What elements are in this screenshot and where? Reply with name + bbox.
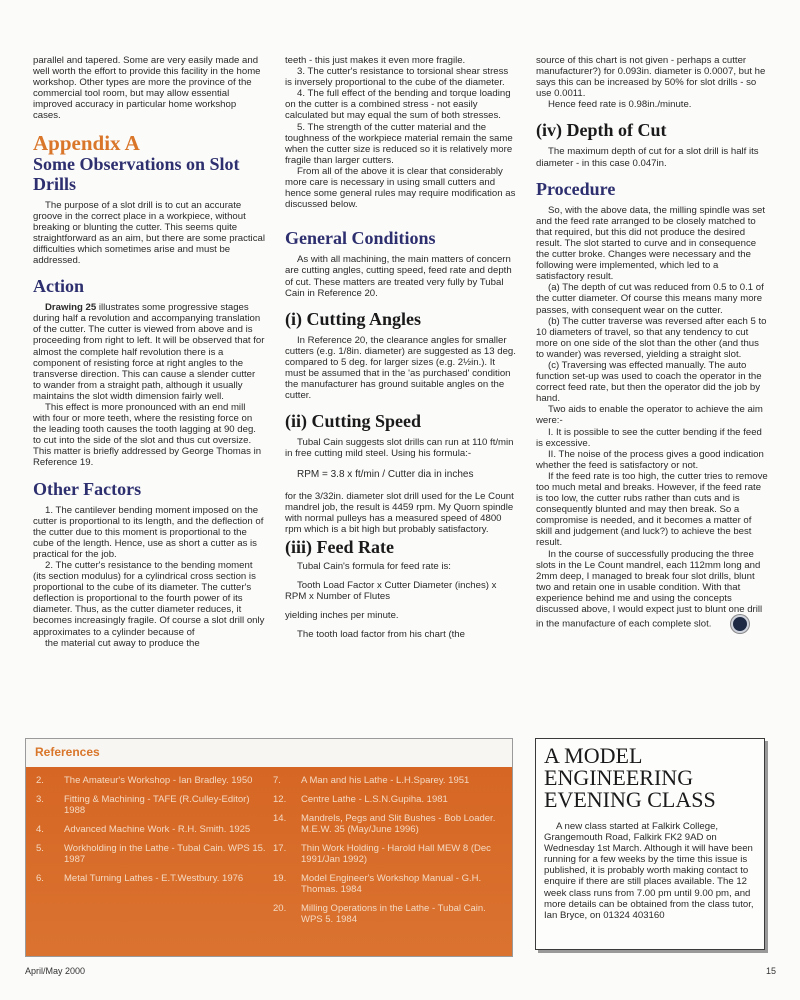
procedure-item-c: (c) Traversing was effected manually. The auto function set-up was used to coach the operator in the correct feed rate, but then the operator did the job by hand.: [536, 359, 762, 405]
references-list: [26, 767, 512, 956]
reference-item: 2. The Amateur's Workshop - Ian Bradley. 1950: [36, 775, 253, 786]
feed-rate-paragraph-2: yielding inches per minute.: [285, 610, 399, 622]
issue-date: April/May 2000: [25, 966, 86, 976]
general-conditions-paragraph: As with all machining, the main matters of concern are cutting angles, cutting speed, feed rate and depth of cut. These matters are treated very fully by Tubal Cain in Reference 20.: [285, 254, 512, 299]
aids-intro: Two aids to enable the operator to achieve the aim were:-: [536, 404, 763, 427]
procedure-heading: Procedure: [536, 178, 616, 199]
drawing-reference: Drawing 25: [45, 302, 97, 314]
reference-item: 5. Workholding in the Lathe - Tubal Cain. WPS 15. 1987: [36, 843, 266, 865]
conclusion-paragraph: From all of the above it is clear that considerably more care is necessary in using small cutters and hence some general rules may require modification as discussed below.: [285, 165, 516, 211]
feed-rate-formula: Tooth Load Factor x Cutter Diameter (inches) x RPM x Number of Flutes: [285, 580, 497, 603]
references-box: [25, 738, 513, 957]
cutting-angles-paragraph: In Reference 20, the clearance angles for smaller cutters (e.g. 1/8in. diameter) are suggested as 13 deg. compared to 5 deg. for larger sizes (e.g. 2½in.). It must be assumed that in the 'as purchased' condition the manufacturer has ground suitable angles on the cutter.: [285, 334, 516, 402]
page-number: 15: [766, 966, 777, 976]
feed-rate-paragraph-3: The tooth load factor from his chart (the: [297, 629, 465, 641]
other-factors-2-cont: the material cut away to produce the: [45, 637, 200, 649]
action-paragraph-1: Drawing 25 illustrates some progressive stages during half a revolution and accompanying translation of the cutter. The cutter is viewed from above and is proceeding from right to left. It will be observed that for almost the complete half revolution there is a component of resisting force at right angles to the transverse direction. This can cause a slender cutter to wander from a straight path, although it usually maintains the slot width dimension fairly well.: [33, 302, 265, 402]
reference-item: 4. Advanced Machine Work - R.H. Smith. 1925: [36, 824, 251, 835]
feed-rate-heading: (iii) Feed Rate: [285, 536, 394, 557]
purpose-paragraph: The purpose of a slot drill is to cut an accurate groove in the correct place in a workpiece, without breaking or blunting the cutter. This seems quite straightforward as an aim, but there are some practical difficulties which sometimes arise and must be addressed.: [33, 199, 265, 267]
reference-item: 7. A Man and his Lathe - L.H.Sparey. 1951: [273, 775, 470, 786]
factor-4: 4. The full effect of the bending and torque loading on the cutter is a combined stress - not easily calculated but may equal the sum of both stresses.: [285, 88, 511, 122]
feed-rate-paragraph-1: Tubal Cain's formula for feed rate is:: [297, 560, 451, 572]
other-factors-1: 1. The cantilever bending moment imposed on the cutter is proportional to its length, and the deflection of the cutter due to this moment is proportional to the cube of the length. Hence, use as short a cutter as is practical for the job.: [33, 504, 264, 560]
aid-1: I. It is possible to see the cutter bending if the feed is excessive.: [536, 426, 762, 449]
evening-class-body: A new class started at Falkirk College, Grangemouth Road, Falkirk FK2 9AD on Wednesday 1st March. Although it will have been running for a few weeks by the time this issue is published, it is probably worth making contact to enquire if there are still places available. The 12 week class runs from 7.00 pm until 9.00 pm, and more details can be obtained from the class tutor, Ian Bryce, on 01324 403160: [544, 821, 754, 921]
references-left-column: [32, 775, 269, 948]
cutting-speed-heading: (ii) Cutting Speed: [285, 411, 422, 432]
reference-item: 14. Mandrels, Pegs and Slit Bushes - Bob Loader. M.E.W. 35 (May/June 1996): [273, 813, 496, 835]
reference-item: 19. Model Engineer's Workshop Manual - G.H. Thomas. 1984: [273, 873, 482, 895]
depth-of-cut-heading: (iv) Depth of Cut: [536, 120, 667, 141]
evening-class-box: [535, 738, 765, 950]
rpm-formula: RPM = 3.8 x ft/min / Cutter dia in inches: [297, 469, 474, 481]
aid-2: II. The noise of the process gives a good indication whether the feed is satisfactory or not.: [536, 448, 764, 471]
column-1: [33, 55, 265, 649]
feed-rate-result: Hence feed rate is 0.98in./minute.: [548, 99, 692, 111]
appendix-label: Appendix A: [33, 130, 140, 155]
column-3: [536, 55, 768, 633]
reference-item: 12. Centre Lathe - L.S.N.Gupiha. 1981: [273, 794, 448, 805]
factor-3: 3. The cutter's resistance to torsional shear stress is inversely proportional to the cube of the diameter.: [285, 66, 509, 89]
continued-text: teeth - this just makes it even more fragile.: [285, 55, 466, 66]
depth-of-cut-paragraph: The maximum depth of cut for a slot drill is half its diameter - in this case 0.047in.: [536, 146, 759, 169]
continued-text: source of this chart is not given - perhaps a cutter manufacturer?) for 0.093in. diameter is 0.0007, but he says this can be increased by 50% for slot drills - so use 0.0011.: [536, 55, 766, 100]
action-paragraph-2: This effect is more pronounced with an end mill with four or more teeth, where the resisting force on the leading tooth causes the tooth lagging at 90 deg. to cut into the side of the slot and thus cut oversize. This matter is briefly addressed by George Thomas in Reference 19.: [33, 401, 262, 469]
end-of-article-icon: [731, 615, 749, 633]
other-factors-2: 2. The cutter's resistance to the bending moment (its section modulus) for a cylindrical cross section is proportional to the cube of its diameter. The cutter's deflection is proportional to the fourth power of its diameter. Thus, as the cutter diameter reduces, it becomes increasingly fragile. Of course a slot drill only approximates to a cylinder because of: [33, 560, 265, 638]
reference-item: 17. Thin Work Holding - Harold Hall MEW 8 (Dec 1991/Jan 1992): [273, 843, 491, 865]
procedure-paragraph-1: So, with the above data, the milling spindle was set and the feed rate arranged to be closely matched to that required, but this did not produce the desired result. The slot started to curve and in consequence the cutter broke. Changes were necessary and the following were implemented, which led to a satisfactory result.: [536, 204, 766, 283]
cutting-speed-paragraph-2: for the 3/32in. diameter slot drill used for the Le Count mandrel job, the result is 4459 rpm. My Quorn spindle with normal pulleys has a measured speed of 4800 rpm which is a bit high but probably satisfactory.: [285, 490, 514, 535]
column-2: [285, 55, 517, 640]
appendix-title: Some Observations on Slot Drills: [33, 153, 240, 194]
procedure-paragraph-e: In the course of successfully producing the three slots in the Le Count mandrel, each 112mm long and 2mm deep, I managed to break four slot drills, blunt two and retain one in usable condition. With that experience behind me and using the concepts discussed above, I would expect just to blunt one drill in the manufacture of each complete slot.: [536, 549, 768, 634]
references-right-column: [269, 775, 506, 948]
other-factors-heading: Other Factors: [33, 478, 142, 499]
reference-item: 20. Milling Operations in the Lathe - Tubal Cain. WPS 5. 1984: [273, 903, 486, 925]
general-conditions-heading: General Conditions: [285, 228, 436, 249]
reference-item: 6. Metal Turning Lathes - E.T.Westbury. 1976: [36, 873, 244, 884]
intro-paragraph: parallel and tapered. Some are very easily made and well worth the effort to provide this facility in the home workshop. Other types are more the province of the commercial tool room, but may allow essential improved accuracy in particular home workshop cases.: [33, 55, 261, 122]
evening-class-title: A MODEL ENGINEERING EVENING CLASS: [544, 743, 716, 812]
action-heading: Action: [33, 276, 84, 297]
factor-5: 5. The strength of the cutter material and the toughness of the workpiece material remain the same when the cutter size is reduced so it is relatively more fragile than larger cutters.: [285, 121, 513, 166]
cutting-angles-heading: (i) Cutting Angles: [285, 308, 422, 329]
reference-item: 3. Fitting & Machining - TAFE (R.Culley-Editor) 1988: [36, 794, 250, 816]
procedure-item-b: (b) The cutter traverse was reversed after each 5 to 10 diameters of travel, so that any tendency to cut more on one side of the slot than the other (and thus to wander) was reversed, yielding a straight slot.: [536, 315, 767, 360]
cutting-speed-paragraph-1: Tubal Cain suggests slot drills can run at 110 ft/min in free cutting mild steel. Using his formula:-: [285, 437, 514, 460]
references-title: References: [35, 745, 100, 759]
procedure-item-a: (a) The depth of cut was reduced from 0.5 to 0.1 of the cutter diameter. Of course this means many more passes, with consequent wear on the cutter.: [536, 282, 764, 316]
procedure-paragraph-d: If the feed rate is too high, the cutter tries to remove too much metal and breaks. However, if the feed rate is too low, the cutter rubs rather than cuts and is consequently blunted and may then break. So a compromise is needed, and it becomes a matter of skill and judgement (and luck?) to achieve the best result.: [536, 470, 768, 549]
